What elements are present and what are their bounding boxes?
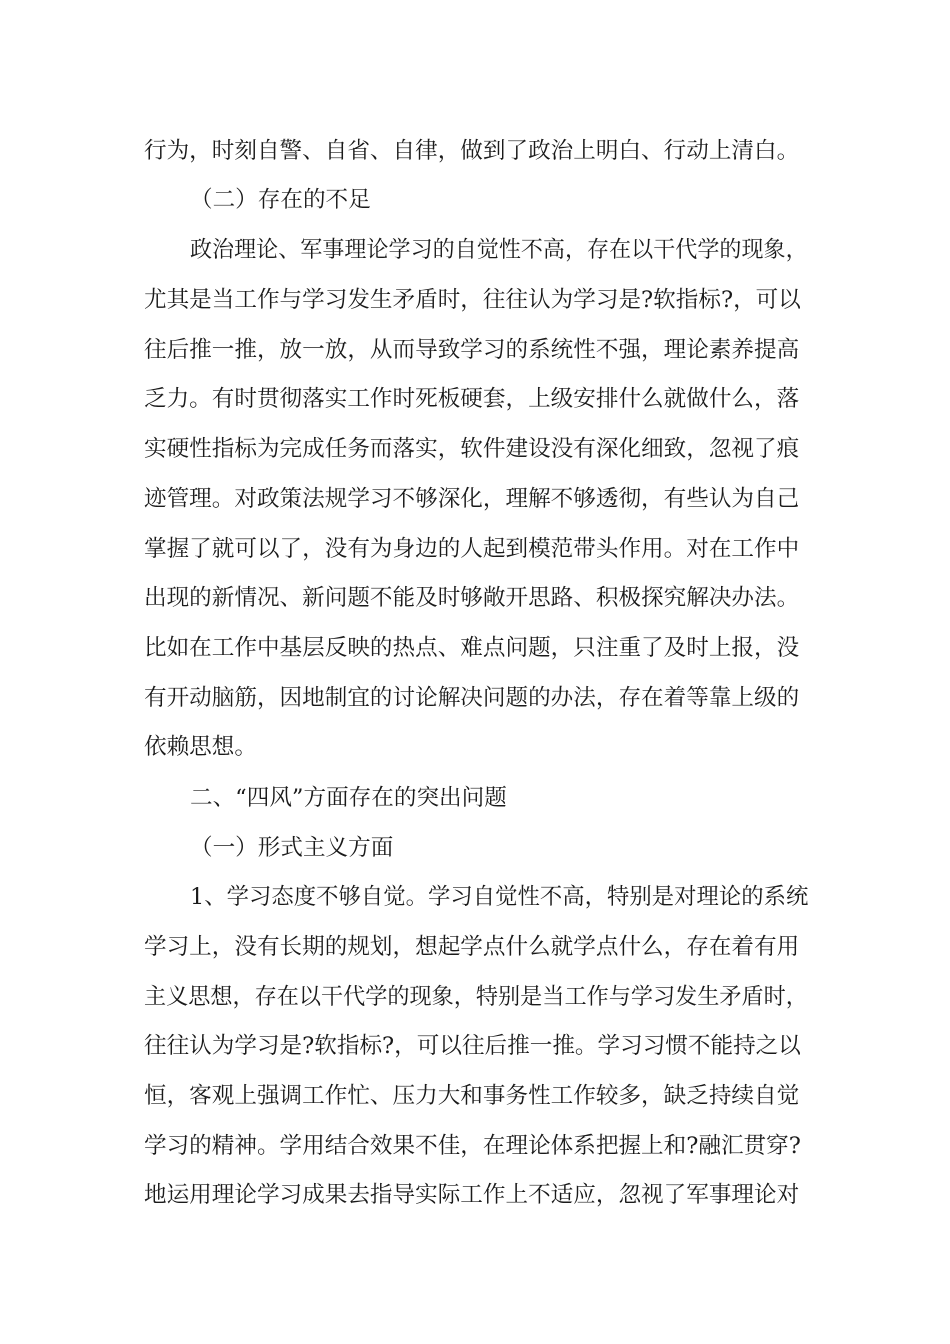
text-line: 乏力。有时贯彻落实工作时死板硬套，上级安排什么就做什么，落	[144, 386, 800, 412]
text-line: 地运用理论学习成果去指导实际工作上不适应，忽视了军事理论对	[144, 1182, 800, 1208]
text-line: 比如在工作中基层反映的热点、难点问题，只注重了及时上报，没	[144, 635, 800, 661]
text-line: 学习的精神。学用结合效果不佳，在理论体系把握上和?融汇贯穿?	[144, 1133, 801, 1159]
section-heading: 二、“四风”方面存在的突出问题	[190, 785, 507, 811]
section-heading: （二）存在的不足	[190, 187, 371, 213]
text-line: 迹管理。对政策法规学习不够深化，理解不够透彻，有些认为自己	[144, 486, 800, 512]
text-line: 1、学习态度不够自觉。学习自觉性不高，特别是对理论的系统	[190, 884, 809, 910]
text-line: 往后推一推，放一放，从而导致学习的系统性不强，理论素养提高	[144, 337, 800, 363]
text-line: 出现的新情况、新问题不能及时够敞开思路、积极探究解决办法。	[144, 585, 800, 611]
text-line: 主义思想，存在以干代学的现象，特别是当工作与学习发生矛盾时，	[144, 984, 808, 1010]
text-line: 掌握了就可以了，没有为身边的人起到模范带头作用。对在工作中	[144, 536, 800, 562]
text-line: 学习上，没有长期的规划，想起学点什么就学点什么，存在着有用	[144, 934, 800, 960]
text-line: 尤其是当工作与学习发生矛盾时，往往认为学习是?软指标?，可以	[144, 287, 801, 313]
text-line: 往往认为学习是?软指标?，可以往后推一推。学习习惯不能持之以	[144, 1033, 801, 1059]
section-heading: （一）形式主义方面	[190, 835, 394, 861]
text-line: 政治理论、军事理论学习的自觉性不高，存在以干代学的现象，	[190, 237, 808, 263]
text-line: 行为，时刻自警、自省、自律，做到了政治上明白、行动上清白。	[144, 138, 800, 164]
text-line: 依赖思想。	[144, 734, 257, 760]
text-line: 实硬性指标为完成任务而落实，软件建设没有深化细致，忽视了痕	[144, 436, 800, 462]
text-line: 有开动脑筋，因地制宜的讨论解决问题的办法，存在着等靠上级的	[144, 685, 800, 711]
text-line: 恒，客观上强调工作忙、压力大和事务性工作较多，缺乏持续自觉	[144, 1083, 800, 1109]
